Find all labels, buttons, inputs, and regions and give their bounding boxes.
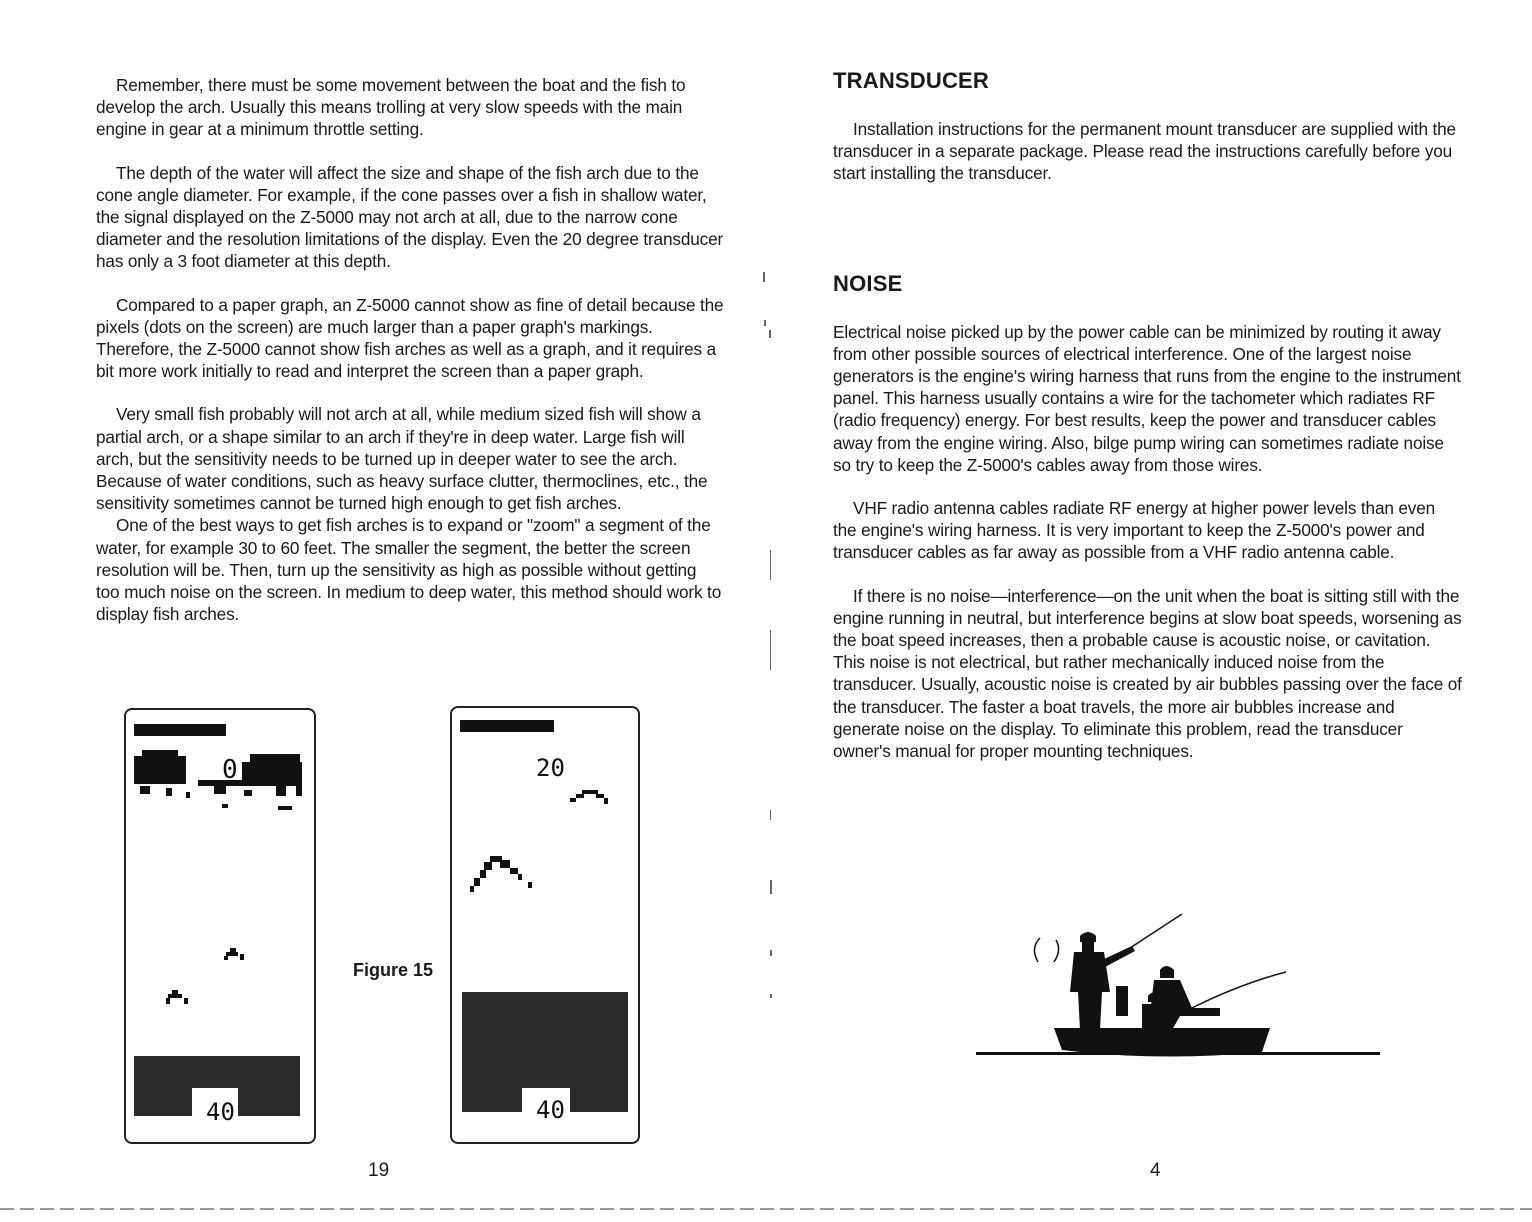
transducer-paragraph: Installation instructions for the permanent mount transducer are supplied with the transducer in a separate package. Please read the instructions carefully before you start installing the transducer. [833,119,1456,184]
fishermen-boat-illustration [970,900,1390,1080]
bottom-depth-readout: 40 [206,1098,235,1126]
fish-echo-2 [166,990,188,1004]
left-text-column [96,74,724,625]
right-text-column [833,68,1463,762]
transducer-heading: TRANSDUCER [833,68,989,93]
paragraph-depth: The depth of the water will affect the size and shape of the fish arch due to the cone angle diameter. For example, if the cone passes over a fish in shallow water, the signal displayed on the Z-5000 may not arch at all, due to the narrow cone diameter and the resolution limitations of the display. Even the 20 degree transducer has only a 3 foot diameter at this depth. [96,162,724,272]
sonar-screen-left [124,708,316,1144]
figure-label: Figure 15 [353,960,434,980]
fish-arch-large [470,856,532,892]
noise-paragraph-electrical: Electrical noise picked up by the power cable can be minimized by routing it away from other possible sources of electrical interference. One of the largest noise generators is the engine's wiring harness that runs from the engine to the instrument panel. This harness usually contains a wire for the tachometer which radiates RF (radio frequency) energy. For best results, keep the power and transducer cables away from the engine wiring. Also, bilge pump wiring can sometimes radiate noise so try to keep the Z-5000's cables away from those wires. [833,321,1461,475]
sonar-screen-right-graphic [452,708,638,1142]
page-number-right: 4 [1150,1160,1161,1181]
paragraph-zoom: One of the best ways to get fish arches is to expand or "zoom" a segment of the water, for example 30 to 60 feet. The smaller the segment, the better the screen resolution will be. Then, turn up the sensitivity as high as possible without getting too much noise on the screen. In medium to deep water, this method should work to display fish arches. [96,515,722,625]
noise-paragraph-vhf: VHF radio antenna cables radiate RF energy at higher power levels than even the engine's wiring harness. It is very important to keep the Z-5000's power and transducer cables as far away as possible from a VHF radio antenna cable. [833,498,1436,563]
fish-echo-1 [224,948,244,960]
fish-arch-small [570,790,608,804]
bottom-depth-readout: 40 [536,1096,565,1124]
sonar-screen-left-graphic [126,710,314,1142]
noise-paragraph-acoustic: If there is no noise—interference—on the unit when the boat is sitting still with the engine running in neutral, but interference begins at slow boat speeds, worsening as the boat speed increases, then a probable cause is acoustic noise, or cavitation. This noise is not electrical, but rather mechanically induced noise from the transducer. Usually, acoustic noise is created by air bubbles passing over the face of the transducer. The faster a boat travels, the more air bubbles increase and generate noise on the display. To eliminate this problem, read the transducer owner's manual for proper mounting techniques. [833,585,1462,762]
page-number-left: 19 [368,1160,390,1181]
range-bar [134,724,226,736]
noise-heading: NOISE [833,270,903,296]
paragraph-small-fish: Very small fish probably will not arch at all, while medium sized fish will show a partial arch, or a shape similar to an arch if they're in deep water. Large fish will arch, but the sensitivity needs to be turned up in deeper water to see the arch. Because of water conditions, such as heavy surface clutter, thermoclines, etc., the sensitivity sometimes cannot be turned high enough to get fish arches. [96,404,708,514]
range-bar [460,720,554,732]
paragraph-movement: Remember, there must be some movement between the boat and the fish to develop the arch. Usually this means trolling at very slow speeds with the main engine in gear at a minimum throttle setting. [96,75,686,140]
scan-edge-line [0,1208,1532,1210]
surface-clutter [134,750,302,810]
sonar-screen-right [450,706,640,1144]
paragraph-paper-graph: Compared to a paper graph, an Z-5000 cannot show as fine of detail because the pixels (dots on the screen) are much larger than a paper graph's markings. Therefore, the Z-5000 cannot show fish arches as well as a graph, and it requires a bit more work initially to read and interpret the screen than a paper graph. [96,294,724,382]
top-depth-readout: 20 [536,754,565,782]
top-depth-readout: 0 [222,755,238,785]
